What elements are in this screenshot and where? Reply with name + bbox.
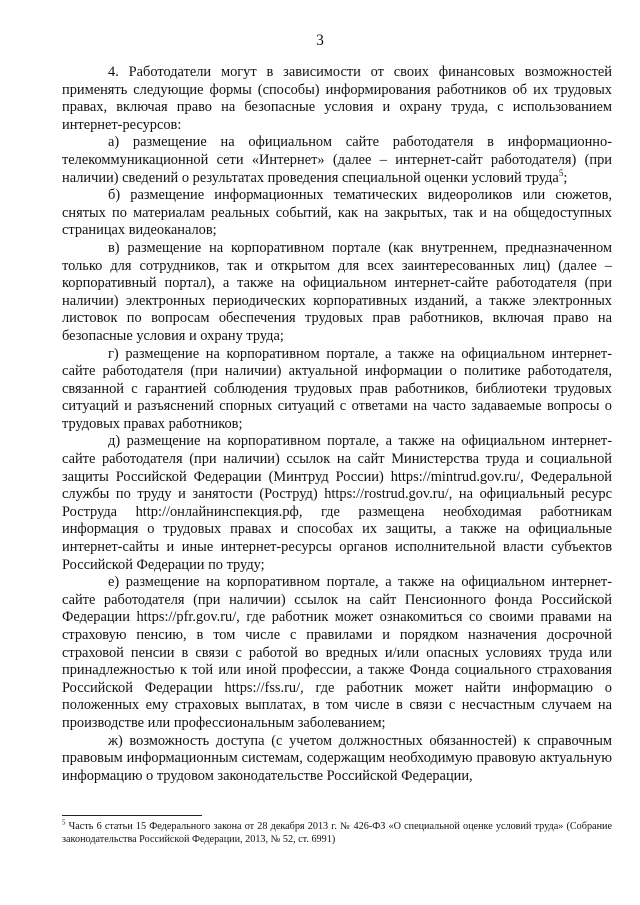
paragraph-item-d [62,433,612,574]
footnote [62,818,612,846]
paragraph-4-intro [62,64,612,134]
paragraph-item-a [62,134,612,187]
footnote-marker: 5 [62,818,66,827]
paragraph-text: б) размещение информационных тематических видеороликов или сюжетов, снятых по материалам реальных событий, как на закрытых, так и на общедоступных страницах видеоканалов; [62,187,612,239]
paragraph-item-e [62,574,612,732]
paragraph-text: ж) возможность доступа (с учетом должностных обязанностей) к справочным правовым информационным системам, содержащим необходимую правовую актуальную информацию о трудовом законодательстве Российской Федерации, [62,732,612,784]
page-number: 3 [316,32,324,49]
paragraph-text: г) размещение на корпоративном портале, а также на официальном интернет-сайте работодателя (при наличии) актуальной информации о политике работодателя, связанной с гарантией соблюдения трудовых прав работников, библиотеки трудовых ситуаций и разъяснений спорных ситуаций с ответами на часто задаваемые вопросы о трудовых правах работников; [62,345,612,432]
paragraph-text: д) размещение на корпоративном портале, а также на официальном интернет-сайте работодателя (при наличии) ссылок на сайт Министерства труда и социальной защиты Российской Федерации (Минтруд России) https://mintrud.gov.ru/, Федеральной службы по труду и занятости (Роструд) https://rostrud.gov.ru/, на официальный ресурс Роструда http://онлайнинспекция.рф, где размещена необходимая работникам информация о трудовых правах и способах их защиты, а также на официальные интернет-сайты и иные интернет-ресурсы органов исполнительной власти субъектов Российской Федерации по труду; [62,433,612,573]
paragraph-text: в) размещение на корпоративном портале (как внутреннем, предназначенном только для сотрудников, так и открытом для всех заинтересованных лиц) (далее – корпоративный портал), а также на официальном интернет-сайте работодателя (при наличии) электронных периодических корпоративных изданий, а также электронных листовок по вопросам обеспечения трудовых прав работников, включая право на безопасные условия и охрану труда; [62,239,612,344]
paragraph-item-v [62,240,612,346]
paragraph-text: е) размещение на корпоративном портале, а также на официальном интернет-сайте работодателя (при наличии) ссылок на сайт Пенсионного фонда Российской Федерации https://pfr.gov.ru/, где работник может ознакомиться со своими правами на страховую пенсию, в том числе с правилами и порядком назначения досрочной страховой пенсии в связи с работой во вредных и/или опасных условиях труда или принадлежностью к той или иной профессии, а также Фонда социального страхования Российской Федерации https://fss.ru/, где работник может найти информацию о положенных ему страховых выплатах, в том числе в связи с несчастным случаем на производстве или профессиональным заболеванием; [62,574,612,731]
paragraph-text: 4. Работодатели могут в зависимости от своих финансовых возможностей применять следующие формы (способы) информирования работников об их трудовых правах, включая право на безопасные условия и охрану труда, с использованием интернет-ресурсов: [62,64,612,133]
document-body [62,64,612,785]
footnote-text: Часть 6 статьи 15 Федерального закона от 28 декабря 2013 г. № 426-ФЗ «О специальной оценке условий труда» (Собрание законодательства Российской Федерации, 2013, № 52, ст. 6991) [62,821,612,845]
paragraph-item-b [62,187,612,240]
footnote-reference: 5 [558,167,564,178]
paragraph-item-zh [62,733,612,786]
paragraph-tail: ; [563,169,568,186]
footnote-separator [62,815,202,816]
paragraph-text: а) размещение на официальном сайте работодателя в информационно-телекоммуникационной сети «Интернет» (далее – интернет-сайт работодателя) (при наличии) сведений о результатах проведения специальной оценки условий труда [62,134,612,186]
paragraph-item-g [62,346,612,434]
